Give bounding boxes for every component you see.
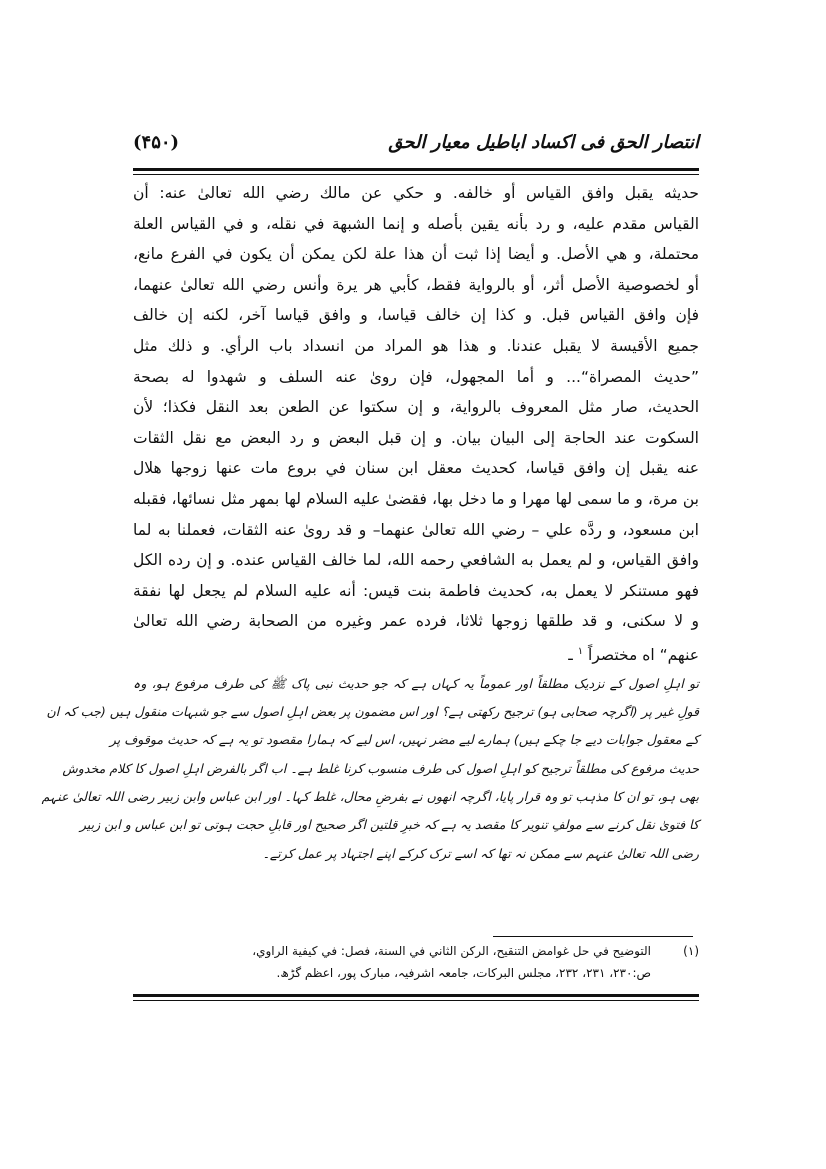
footnote-reference: ١ (577, 645, 584, 657)
arabic-last-text: عنهم“ اه مختصراً (588, 646, 699, 665)
page-body (41, 178, 699, 868)
urdu-line: کا فتویٰ نقل کرنے سے مولفِ تنویر کا مقصد یہ ہے کہ خبرِ قلتین اگر صحیح اور قابلِ حجت ہوتی تو ابن عباس و ابن زبیر (79, 817, 699, 833)
arabic-line: السكوت عند الحاجة إلى البيان بيان. و إن قبل البعض و رد البعض مع نقل الثقات (133, 428, 699, 447)
footer-rule-thin (133, 1000, 699, 1001)
arabic-line: أو لخصوصية الأصل أثر، أو بالرواية فقط، كأبي هر يرة وأنس رضي الله تعالىٰ عنهما، (133, 275, 699, 294)
urdu-line: تو اہلِ اصول کے نزدیک مطلقاً اور عموماً یہ کہاں ہے کہ جو حدیث نبی پاک ﷺ کی طرف مرفوع ہو، وہ (133, 675, 699, 691)
urdu-line-last: رضی اللہ تعالیٰ عنہم سے ممکن نہ تھا کہ اسے ترک کرکے اپنے اجتہاد پر عمل کرتے۔ (262, 845, 699, 861)
arabic-quotation (133, 178, 699, 668)
arabic-line: ابن مسعود، و ردَّه علي – رضي الله تعالىٰ عنهما– و قد رویٰ عنه الثقات، فعملنا به لما (133, 520, 699, 539)
arabic-line: و لا سكنى، و قد طلقها زوجها ثلاثا، فرده عمر وغيره من الصحابة رضي الله تعالىٰ (133, 612, 699, 631)
footnote-number: (١) (683, 944, 699, 958)
arabic-line-last: عنهم“ اه مختصراً $^١$ ـ (568, 645, 699, 665)
arabic-line: محتملة، و هي الأصل. و أيضا إذا ثبت أن هذا علة لكن يمكن أن يكون في الفرع مانع، (133, 245, 699, 264)
footnote-separator (493, 936, 693, 937)
book-title: انتصار الحق فی اکساد اباطیل معیار الحق (388, 132, 699, 153)
arabic-line: وافق القياس، و لم يعمل به الشافعي رحمه الله، لما خالف القياس عنده. و إن رده الكل (133, 551, 699, 570)
footnote (133, 940, 699, 984)
arabic-line: ”حديث المصراة“... و أما المجهول، فإن رویٰ عنه السلف و شهدوا له بصحة (133, 367, 699, 386)
urdu-line: حدیث مرفوع کی مطلقاً ترجیح کو اہلِ اصول کی طرف منسوب کرنا غلط ہے۔ اب اگر بالفرض اہلِ اصول کا کلام مخدوش (62, 760, 699, 776)
arabic-line: عنه يقبل إن وافق قياسا، كحديث معقل ابن سنان في بروع مات عنها زوجها هلال (133, 459, 699, 478)
urdu-line: کے معقول جوابات دیے جا چکے ہیں) ہمارے لیے مضر نہیں، اس لیے کہ ہمارا مقصود تو یہ ہے کہ حدیث موقوف پر (109, 732, 699, 748)
urdu-line: قولِ غیر پر (اگرچہ صحابی ہو) ترجیح رکھتی ہے؟ اور اس مضمون پر بعض اہلِ اصول سے جو شبہات منقول ہیں (جب کہ ان (46, 703, 699, 719)
footnote-row (133, 940, 699, 984)
header-rule-thick (133, 168, 699, 171)
footer-rule-thick (133, 994, 699, 997)
page-header (133, 128, 699, 168)
urdu-commentary (41, 670, 699, 869)
header-rule-thin (133, 174, 699, 175)
arabic-line: فهو مستنكر لا يعمل به، كحديث فاطمة بنت قيس: أنه عليه السلام لم يجعل لها نفقة (133, 581, 699, 600)
arabic-line: جميع الأقيسة لا يقبل عندنا. و هذا هو المراد من انسداد باب الرأي. و ذلك مثل (133, 336, 699, 355)
footnote-line: التوضيح في حل غوامض التنقيح، الركن الثاني في السنة، فصل: في كيفية الراوي، (252, 944, 651, 958)
arabic-line: القياس مقدم عليه، و رد بأنه يقين بأصله و إنما الشبهة في نقله، و في القياس العلة (133, 214, 699, 233)
urdu-line: بھی ہو، تو ان کا مذہب تو وہ قرار پایا، اگرچہ انھوں نے بفرضِ محال، غلط کہا۔ اور ابن عباس وابن زبیر رضی اللہ تعالیٰ عنہم (41, 789, 699, 805)
arabic-line: بن مرة، و ما سمى لها مهرا و ما دخل بها، فقضىٰ عليه السلام لها بمهر مثل نسائها، فقبله (133, 489, 699, 508)
arabic-line: الحديث، صار مثل المعروف بالرواية، و إن سكتوا عن الطعن بعد النقل فكذا؛ لأن (133, 398, 699, 417)
footnote-line: ص:۲۳۰، ۲۳۱، ۲۳۲، مجلس البرکات، جامعہ اشرفیہ، مبارک پور، اعظم گڑھ. (276, 966, 651, 980)
footnote-text (133, 940, 651, 984)
arabic-line: حديثه يقبل وافق القياس أو خالفه. و حكي عن مالك رضي الله تعالىٰ عنه: أن (133, 184, 699, 202)
arabic-line: فإن وافق القياس قبل. و كذا إن خالف قياسا، و وافق قياسا آخر، لكنه إن خالف (133, 306, 699, 325)
page-number: (۴۵۰) (133, 132, 180, 153)
